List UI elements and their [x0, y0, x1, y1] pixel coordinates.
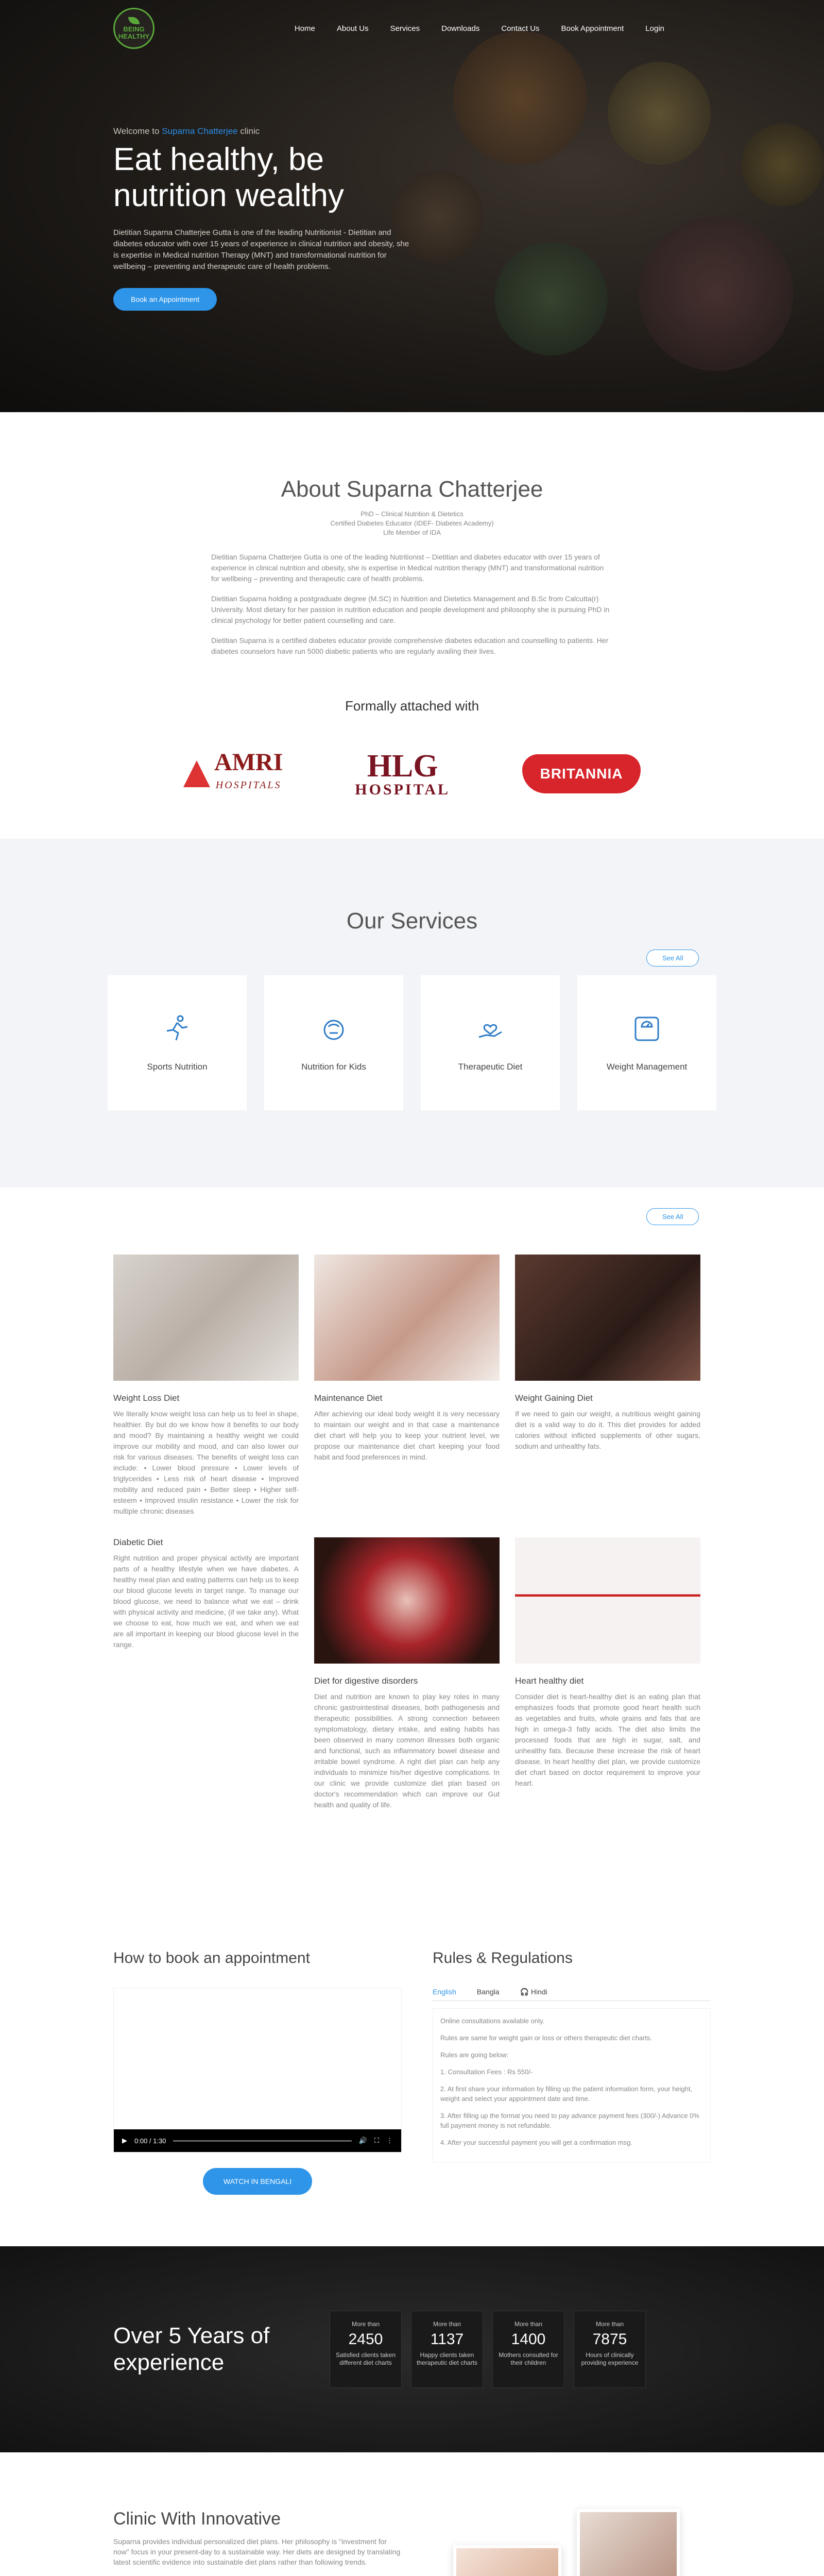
nav-links — [295, 24, 664, 33]
stat-below: Satisfied clients taken different diet charts — [335, 2351, 396, 2366]
qualification-item: Certified Diabetes Educator (IDEF- Diabetes Academy) — [330, 519, 494, 527]
diet-image — [515, 1537, 700, 1664]
nav-downloads[interactable]: Downloads — [441, 24, 480, 33]
hlg-name: HLG — [367, 749, 438, 784]
watch-bengali-button[interactable]: WATCH IN BENGALI — [203, 2168, 312, 2195]
baby-food-icon — [318, 1013, 349, 1044]
more-options-icon[interactable]: ⋮ — [386, 2137, 393, 2144]
clinic-title: Clinic With Innovative — [113, 2509, 281, 2529]
service-label: Nutrition for Kids — [301, 1062, 366, 1072]
stat-value: 1137 — [430, 2331, 464, 2348]
welcome-prefix: Welcome to — [113, 126, 160, 136]
booking-column — [113, 1950, 402, 2195]
diet-card[interactable] — [515, 1255, 700, 1517]
about-title: About Suparna Chatterjee — [281, 477, 543, 502]
diet-image — [314, 1255, 500, 1381]
hero-text: Dietitian Suparna Chatterjee Gutta is one of the leading Nutritionist - Dietitian and diabetes educator with over 15 years of experience in clinical nutrition and obesity, she is expertise in Medical nutrition Therapy (MNT) and transformational nutrition for wellbeing – preventing and therapeutic care of health problems. — [113, 228, 409, 271]
stat-below: Hours of clinically providing experience — [581, 2351, 639, 2366]
rules-column — [433, 1950, 711, 2195]
tab-hindi-label: Hindi — [530, 1988, 547, 1996]
service-label: Therapeutic Diet — [458, 1062, 523, 1072]
main-navbar — [0, 0, 824, 57]
rules-title: Rules & Regulations — [433, 1950, 573, 1967]
clinic-text — [113, 2509, 402, 2576]
experience-section — [0, 2246, 824, 2452]
diet-title: Heart healthy diet — [515, 1676, 584, 1686]
amri-mark-icon — [183, 760, 210, 787]
video-progress-bar[interactable] — [173, 2140, 351, 2142]
hero-background-food — [639, 216, 793, 371]
stat-above: More than — [433, 2320, 461, 2328]
nav-about-us[interactable]: About Us — [336, 24, 369, 33]
service-card-kids[interactable] — [264, 975, 403, 1110]
diet-title: Weight Gaining Diet — [515, 1393, 593, 1403]
service-label: Weight Management — [606, 1062, 688, 1072]
diet-card[interactable] — [113, 1255, 299, 1517]
headphones-icon: 🎧 — [520, 1988, 529, 1996]
nav-contact-us[interactable]: Contact Us — [501, 24, 540, 33]
clinic-photo — [453, 2545, 561, 2576]
hand-heart-icon — [475, 1013, 506, 1044]
diet-image — [113, 1255, 299, 1381]
qualifications — [0, 510, 824, 537]
diet-title: Diabetic Diet — [113, 1537, 163, 1547]
video-controls — [114, 2129, 401, 2152]
stat-above: More than — [595, 2320, 624, 2328]
about-paragraph: Dietitian Suparna holding a postgraduate degree (M.SC) in Nutrition and Dietetics Management and B.Sc from Calcutta(r) University. Most dietary for her passion in nutrition education and people development and philosophy she is pursuing PhD in clinical psychology for better patient counselling and care. — [211, 595, 610, 624]
leaf-icon — [128, 17, 140, 24]
qualification-item: Life Member of IDA — [383, 529, 441, 536]
experience-title: Over 5 Years of experience — [113, 2323, 270, 2375]
stat-above: More than — [351, 2320, 380, 2328]
hero-title: Eat healthy, be nutrition wealthy — [113, 142, 345, 213]
diet-card[interactable] — [515, 1537, 700, 1810]
hero-section — [0, 0, 824, 412]
amri-logo — [183, 751, 283, 796]
hlg-sub: HOSPITAL — [355, 781, 451, 798]
diet-card[interactable] — [113, 1537, 299, 1810]
service-label: Sports Nutrition — [147, 1062, 208, 1072]
hero-book-button[interactable]: Book an Appointment — [113, 288, 217, 311]
hero-background-food — [608, 62, 711, 165]
partner-logos — [0, 750, 824, 798]
welcome-name: Suparna Chatterjee — [162, 126, 238, 136]
service-card-therapeutic[interactable] — [421, 975, 560, 1110]
rule-item: 4. After your successful payment you will get a confirmation msg. — [440, 2139, 632, 2146]
diet-card[interactable] — [314, 1255, 500, 1517]
booking-section — [0, 1888, 824, 2246]
rules-tabs — [433, 1988, 711, 2001]
runner-icon — [162, 1013, 193, 1044]
rules-content[interactable] — [433, 2008, 711, 2163]
volume-icon[interactable]: 🔊 — [358, 2137, 367, 2144]
fullscreen-icon[interactable]: ⛶ — [374, 2137, 379, 2144]
diet-card[interactable] — [314, 1537, 500, 1810]
stat-card — [411, 2311, 483, 2388]
hlg-logo — [355, 750, 450, 798]
rule-item: Rules are going below: — [440, 2051, 509, 2059]
experience-stats — [330, 2311, 646, 2388]
diet-title: Weight Loss Diet — [113, 1393, 180, 1403]
britannia-logo: BRITANNIA — [522, 754, 641, 793]
welcome-suffix: clinic — [240, 126, 260, 136]
stat-card — [492, 2311, 564, 2388]
diet-image — [515, 1255, 700, 1381]
clinic-photo — [577, 2509, 680, 2576]
clinic-section — [0, 2452, 824, 2576]
amri-name: AMRI — [214, 749, 283, 776]
nav-home[interactable]: Home — [294, 24, 315, 33]
diet-title: Maintenance Diet — [314, 1393, 383, 1403]
logo-text-2: HEALTHY — [118, 32, 150, 40]
service-card-weight[interactable] — [577, 975, 716, 1110]
hero-welcome — [113, 126, 422, 137]
rule-item: 1. Consultation Fees : Rs 550/- — [440, 2068, 533, 2076]
play-icon[interactable]: ▶ — [122, 2137, 127, 2144]
video-time: 0:00 / 1:30 — [134, 2137, 166, 2145]
scale-icon — [631, 1013, 662, 1044]
diet-image — [314, 1537, 500, 1664]
nav-services[interactable]: Services — [390, 24, 420, 33]
diet-title: Diet for digestive disorders — [314, 1676, 418, 1686]
stat-below: Mothers consulted for their children — [499, 2351, 558, 2366]
stat-value: 7875 — [592, 2331, 627, 2348]
diet-text: After achieving our ideal body weight it is very necessary to maintain our weight and in that case a maintenance diet chart will help you to keep your nutrient level, we propose our maintenance diet chart keeping your food habit and food preferences in mind. — [314, 1410, 500, 1461]
services-title: Our Services — [346, 908, 478, 934]
stat-value: 1400 — [511, 2331, 546, 2348]
rule-item: Rules are same for weight gain or loss or others therapeutic diet charts. — [440, 2034, 653, 2042]
nav-book-appointment[interactable]: Book Appointment — [561, 24, 624, 33]
about-paragraph: Dietitian Suparna Chatterjee Gutta is one of the leading Nutritionist – Dietitian and diabetes educator with over 15 years of experience in clinical nutrition and obesity, she is expertise in Medical nutrition therapy (MNT) and transformational nutrition for wellbeing – preventing and therapeutic care of health problems. — [211, 553, 604, 583]
rule-item: 3. After filling up the format you need to pay advance payment fees (300/-) Advance 0% full payment money is not refundable. — [440, 2112, 699, 2129]
services-grid — [0, 975, 824, 1110]
nav-login[interactable]: Login — [645, 24, 664, 33]
tab-bangla[interactable]: Bangla — [476, 1988, 500, 1996]
site-logo[interactable] — [113, 8, 154, 49]
stat-value: 2450 — [348, 2331, 383, 2348]
about-paragraphs — [211, 552, 613, 657]
clinic-collage — [422, 2509, 680, 2576]
service-card-sports[interactable] — [108, 975, 247, 1110]
stat-card — [330, 2311, 402, 2388]
stat-below: Happy clients taken therapeutic diet charts — [416, 2351, 478, 2366]
diets-section — [0, 1188, 824, 1888]
diet-text: We literally know weight loss can help us to feel in shape, healthier. By but do we know how it benefits to our body and mood? By maintaining a healthy weight we could improve our mobility and mood, and can also lower our risk for various diseases. The benefits of weight loss can include: • Lower blood pressure • Lower levels of triglycerides • Less risk of heart disease • Improved mobility and reduced pain • Better sleep • Higher self-esteem • Improved insulin resistance • Lower the risk for multiple chronic diseases — [113, 1410, 299, 1515]
stat-above: More than — [514, 2320, 543, 2328]
amri-sub: HOSPITALS — [215, 779, 282, 791]
diet-grid — [113, 1255, 711, 1810]
logo-mark — [113, 8, 154, 49]
booking-video[interactable] — [113, 1988, 402, 2153]
rule-item: Online consultations available only. — [440, 2017, 545, 2025]
services-section — [0, 839, 824, 1188]
hero-background-food — [742, 124, 824, 206]
diet-text: Consider diet is heart-healthy diet is an eating plan that emphasizes foods that promote good heart health such as vegetables and fruits, whole grains and fats that are high in omega-3 fatty acids. The diet also limits the processed foods that are high in sugar, salt, and unhealthy fats. Because these increase the risk of heart disease. In heart healthy diet plan, we provide customize diet chart based on doctor requirement to improve your heart. — [515, 1692, 700, 1787]
stat-card — [574, 2311, 646, 2388]
logo-text-1: BEING — [123, 25, 145, 33]
tab-english[interactable]: English — [433, 1988, 456, 1996]
services-see-all-button[interactable]: See All — [646, 950, 699, 967]
about-paragraph: Dietitian Suparna is a certified diabetes educator provide comprehensive diabetes education and counselling to patients. Her diabetes counselors have run 5000 diabetic patients who are regularly availing their lives. — [211, 636, 609, 655]
clinic-paragraph: Suparna provides individual personalized diet plans. Her philosophy is "investment for now" focus in your present-day to a sustainable way. Her diets are designed by translating latest scientific evidence into sustainable diet plans rather than following trends. — [113, 2537, 401, 2566]
diet-text: Diet and nutrition are known to play key roles in many chronic gastrointestinal diseases, both pathogenesis and therapeutic possibilities. A strong connection between symptomatology, dietary intake, and eating habits has been observed in many common illnesses both organic and functional, such as inflammatory bowel disease and irritable bowel syndrome. A right diet plan can help any individuals to minimize his/her digestive complications. In our clinic we provide customize diet plan based on doctor's recommendation which can improve our Gut health and quality of life. — [314, 1692, 500, 1809]
diet-text: Right nutrition and proper physical activity are important parts of a healthy lifestyle when we have diabetes. A healthy meal plan and eating patterns can help us to keep our blood glucose levels in target range. To manage our blood glucose, we need to balance what we eat – drink with physical activity and medicine, (if we take any). What we choose to eat, how much we eat, and when we eat are all important in keeping our blood glucose level in the range. — [113, 1554, 299, 1649]
booking-title: How to book an appointment — [113, 1950, 310, 1967]
tab-hindi[interactable] — [520, 1988, 547, 1996]
diet-text: If we need to gain our weight, a nutritious weight gaining diet is a valid way to do it. This diet provides for added calories without inflicted supplements of other sugars, sodium and unhealthy fats. — [515, 1410, 700, 1450]
attached-title: Formally attached with — [345, 698, 479, 714]
rule-item: 2. At first share your information by filling up the patient information form, your height, weight and select your appointment date and time. — [440, 2085, 693, 2103]
about-section — [0, 412, 824, 839]
hero-content — [113, 126, 422, 311]
diets-see-all-button[interactable]: See All — [646, 1208, 699, 1225]
hero-background-food — [494, 242, 608, 355]
qualification-item: PhD – Clinical Nutrition & Dietetics — [360, 510, 464, 518]
